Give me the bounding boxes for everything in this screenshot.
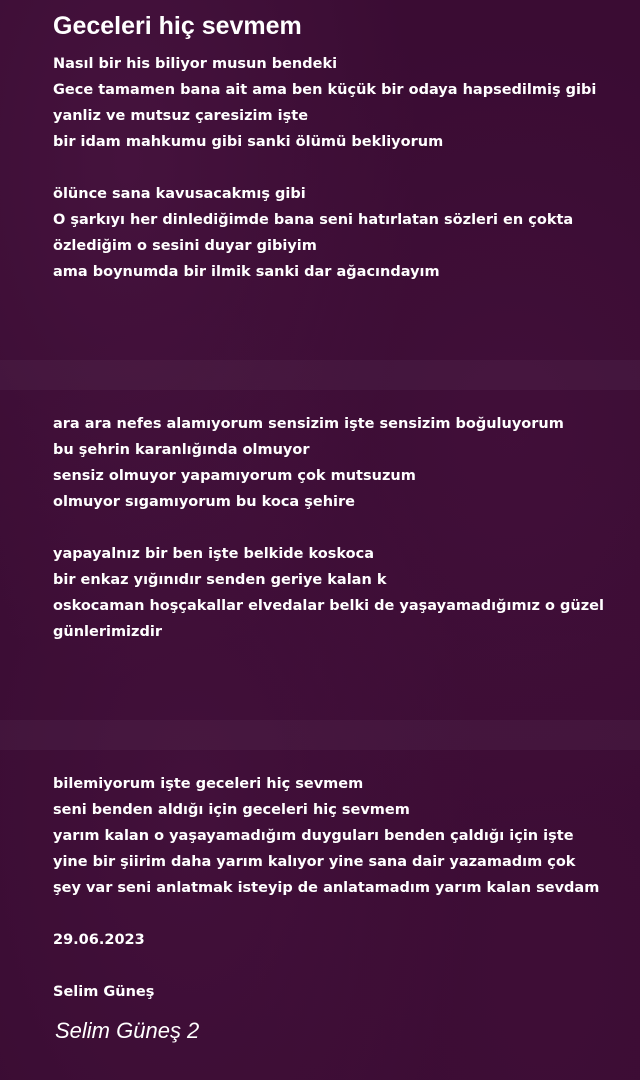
poem-title: Geceleri hiç sevmem <box>53 12 302 40</box>
poem-author: Selim Güneş <box>53 984 155 1000</box>
poem-line: bilemiyorum işte geceleri hiç sevmem <box>53 776 364 792</box>
poem-line: bir enkaz yığınıdır senden geriye kalan k <box>53 572 387 588</box>
poem-line: Nasıl bir his biliyor musun bendeki <box>53 56 338 72</box>
poem-line: olmuyor sıgamıyorum bu koca şehire <box>53 494 356 510</box>
poem-line: ölünce sana kavusacakmış gibi <box>53 186 306 202</box>
poem-line: şey var seni anlatmak isteyip de anlatamadım yarım kalan sevdam <box>53 880 600 896</box>
poem-line: ama boynumda bir ilmik sanki dar ağacındayım <box>53 264 440 280</box>
poem-line: yapayalnız bir ben işte belkide koskoca <box>53 546 374 562</box>
stanza-1 <box>53 51 633 155</box>
author-signature: Selim Güneş 2 <box>55 1018 200 1043</box>
stanza-2 <box>53 181 633 285</box>
poem-line: yanliz ve mutsuz çaresizim işte <box>53 108 309 124</box>
poem-line: oskocaman hoşçakallar elvedalar belki de yaşayamadığımız o güzel <box>53 598 604 614</box>
stanza-4 <box>53 541 633 645</box>
poem-line: O şarkıyı her dinlediğimde bana seni hatırlatan sözleri en çokta <box>53 212 574 228</box>
poem-date: 29.06.2023 <box>53 932 145 948</box>
poem-line: bir idam mahkumu gibi sanki ölümü bekliyorum <box>53 134 444 150</box>
poem-line: bu şehrin karanlığında olmuyor <box>53 442 310 458</box>
poem-line: sensiz olmuyor yapamıyorum çok mutsuzum <box>53 468 416 484</box>
poem-line: ara ara nefes alamıyorum sensizim işte sensizim boğuluyorum <box>53 416 564 432</box>
poem-line: yine bir şiirim daha yarım kalıyor yine sana dair yazamadım çok <box>53 854 576 870</box>
poem-line: Gece tamamen bana ait ama ben küçük bir odaya hapsedilmiş gibi <box>53 82 597 98</box>
poem-line: seni benden aldığı için geceleri hiç sevmem <box>53 802 410 818</box>
poem-line: yarım kalan o yaşayamadığım duyguları benden çaldığı için işte <box>53 828 574 844</box>
poem-line: günlerimizdir <box>53 624 162 640</box>
stanza-3 <box>53 411 633 515</box>
poem-line: özlediğim o sesini duyar gibiyim <box>53 238 317 254</box>
stanza-5 <box>53 771 633 901</box>
